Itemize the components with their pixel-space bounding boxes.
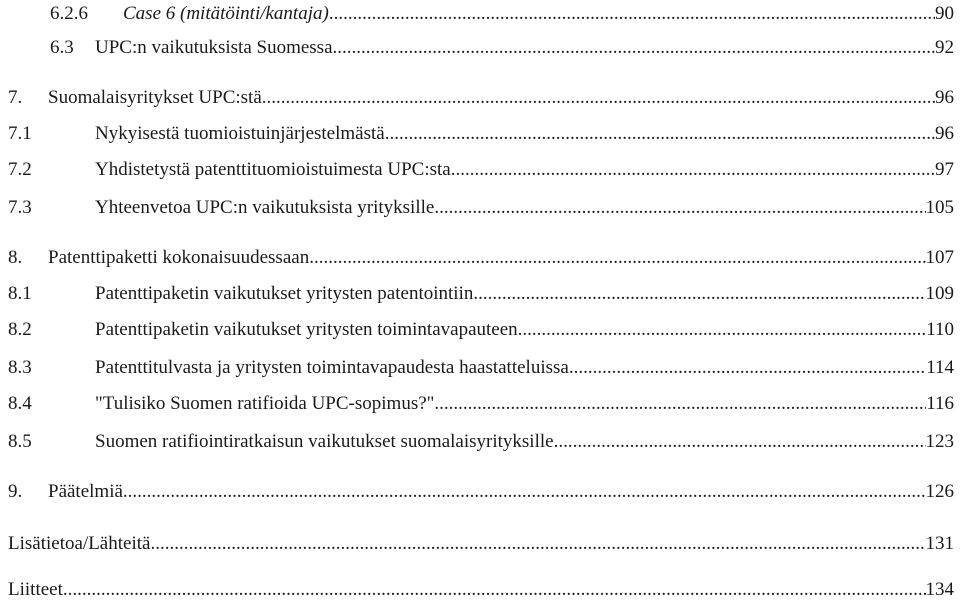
- toc-entry: [95, 158, 954, 182]
- toc-leader-dots: [150, 532, 925, 556]
- toc-leader-dots: [451, 158, 935, 182]
- toc-number: 8.1: [8, 283, 32, 304]
- toc-number: 8.2: [8, 319, 32, 340]
- toc-leader-dots: [434, 392, 926, 416]
- toc-number: 9.: [8, 481, 23, 502]
- toc-page-number: 131: [925, 533, 954, 554]
- toc-row[interactable]: [0, 246, 954, 270]
- toc-title: "Tulisiko Suomen ratifioida UPC-sopimus?": [95, 393, 435, 414]
- toc-title: Päätelmiä: [48, 481, 123, 502]
- toc-number: 7.2: [8, 159, 32, 180]
- toc-row[interactable]: [0, 282, 954, 306]
- toc-title: Yhteenvetoa UPC:n vaikutuksista yrityksille: [95, 197, 435, 218]
- toc-leader-dots: [473, 282, 925, 306]
- toc-row[interactable]: [0, 578, 954, 602]
- toc-row[interactable]: [0, 196, 954, 220]
- toc-title: Liitteet: [8, 579, 63, 600]
- toc-title: Case 6 (mitätöinti/kantaja): [123, 3, 329, 24]
- toc-number: 6.2.6: [50, 3, 88, 24]
- toc-number: 7.: [8, 87, 23, 108]
- toc-leader-dots: [63, 578, 926, 602]
- toc-entry: [95, 430, 954, 454]
- toc-leader-dots: [309, 246, 925, 270]
- toc-page-number: 114: [926, 357, 954, 378]
- toc-entry: [48, 86, 954, 110]
- toc-title: Yhdistetystä patenttituomioistuimesta UPC:sta: [95, 159, 451, 180]
- toc-title: Patenttipaketti kokonaisuudessaan: [48, 247, 310, 268]
- toc-leader-dots: [385, 122, 935, 146]
- toc-leader-dots: [569, 356, 926, 380]
- toc-number: 8.5: [8, 431, 32, 452]
- toc-entry: [123, 2, 954, 26]
- toc-row[interactable]: [0, 532, 954, 556]
- toc-page-number: 96: [935, 87, 954, 108]
- toc-page-number: 134: [925, 579, 954, 600]
- toc-entry: [95, 356, 954, 380]
- toc-title: Patenttitulvasta ja yritysten toimintavapaudesta haastatteluissa: [95, 357, 569, 378]
- toc-entry: [95, 36, 954, 60]
- toc-page-number: 109: [925, 283, 954, 304]
- toc-page-number: 116: [926, 393, 954, 414]
- toc-entry: [95, 282, 954, 306]
- toc-page-number: 92: [935, 37, 954, 58]
- toc-page-number: 97: [935, 159, 954, 180]
- toc-leader-dots: [329, 2, 935, 26]
- toc-number: 7.1: [8, 123, 32, 144]
- toc-number: 8.: [8, 247, 23, 268]
- toc-leader-dots: [518, 318, 927, 342]
- toc-page-number: 110: [926, 319, 954, 340]
- toc-number: 7.3: [8, 197, 32, 218]
- toc-row[interactable]: [0, 480, 954, 504]
- toc-row[interactable]: [0, 2, 954, 26]
- toc-title: Patenttipaketin vaikutukset yritysten toimintavapauteen: [95, 319, 518, 340]
- toc-entry: [8, 578, 954, 602]
- toc-entry: [95, 392, 954, 416]
- toc-page-number: 96: [935, 123, 954, 144]
- toc-title: UPC:n vaikutuksista Suomessa: [95, 37, 333, 58]
- toc-number: 8.3: [8, 357, 32, 378]
- toc-title: Suomen ratifiointiratkaisun vaikutukset suomalaisyrityksille: [95, 431, 554, 452]
- toc-number: 8.4: [8, 393, 32, 414]
- toc-leader-dots: [262, 86, 935, 110]
- toc-number: 6.3: [50, 37, 74, 58]
- toc-leader-dots: [434, 196, 925, 220]
- toc-entry: [8, 532, 954, 556]
- toc-row[interactable]: [0, 86, 954, 110]
- toc-row[interactable]: [0, 430, 954, 454]
- toc-entry: [95, 318, 954, 342]
- toc-page-number: 90: [935, 3, 954, 24]
- toc-title: Patenttipaketin vaikutukset yritysten patentointiin: [95, 283, 474, 304]
- toc-page-number: 107: [925, 247, 954, 268]
- toc-entry: [95, 196, 954, 220]
- toc-entry: [95, 122, 954, 146]
- toc-page-number: 105: [925, 197, 954, 218]
- toc-leader-dots: [554, 430, 926, 454]
- toc-leader-dots: [333, 36, 935, 60]
- toc-title: Suomalaisyritykset UPC:stä: [48, 87, 262, 108]
- toc-entry: [48, 480, 954, 504]
- toc-page-number: 123: [925, 431, 954, 452]
- toc-row[interactable]: [0, 122, 954, 146]
- toc-page-number: 126: [925, 481, 954, 502]
- toc-row[interactable]: [0, 36, 954, 60]
- toc-leader-dots: [123, 480, 926, 504]
- toc-row[interactable]: [0, 392, 954, 416]
- toc-title: Lisätietoa/Lähteitä: [8, 533, 151, 554]
- toc-row[interactable]: [0, 158, 954, 182]
- toc-entry: [48, 246, 954, 270]
- toc-row[interactable]: [0, 356, 954, 380]
- toc-title: Nykyisestä tuomioistuinjärjestelmästä: [95, 123, 385, 144]
- toc-row[interactable]: [0, 318, 954, 342]
